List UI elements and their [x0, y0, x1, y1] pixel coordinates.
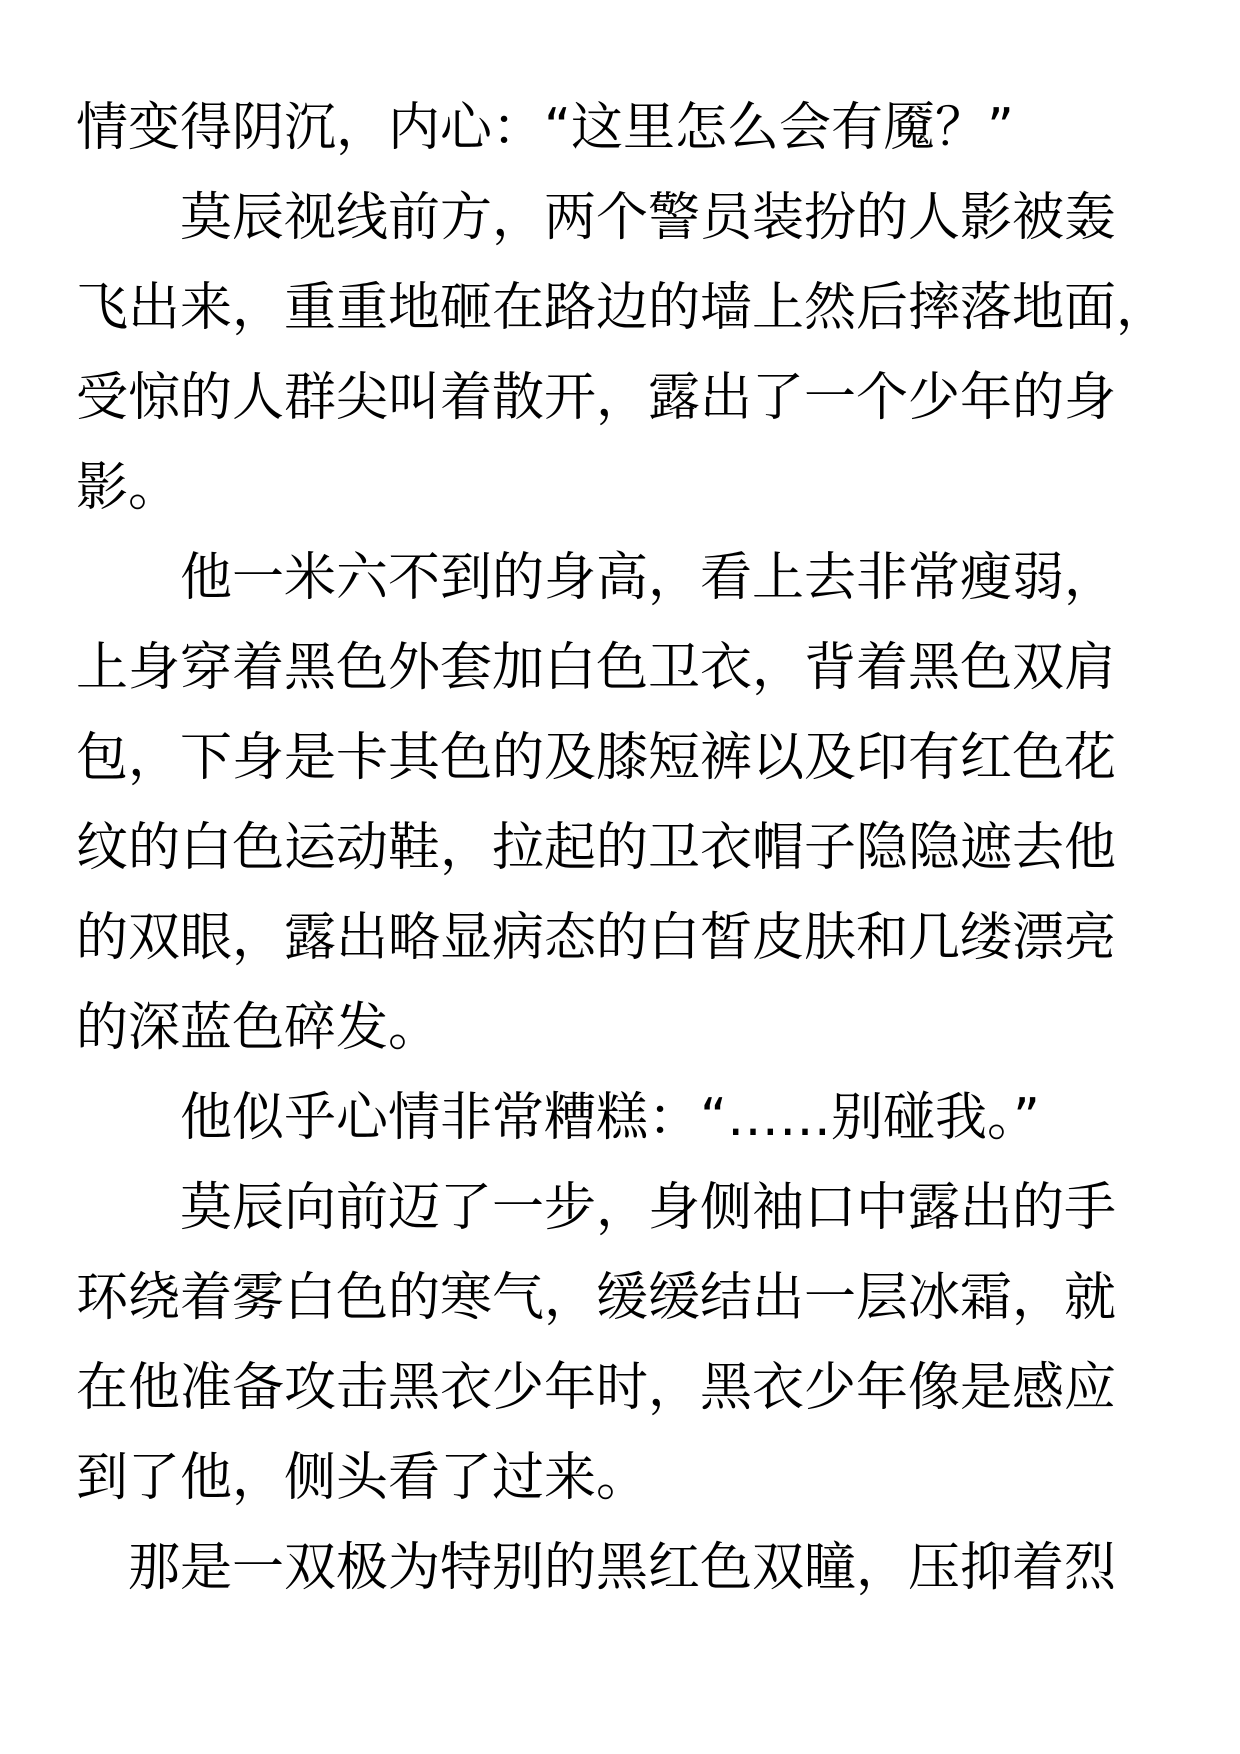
- text-line-7: 上身穿着黑色外套加白色卫衣，背着黑色双肩: [76, 638, 1117, 698]
- text-line-11: 的深蓝色碎发。: [76, 998, 441, 1058]
- text-line-3: 飞出来，重重地砸在路边的墙上然后摔落地面，: [76, 278, 1169, 338]
- text-line-13: 莫辰向前迈了一步，身侧袖口中露出的手: [180, 1178, 1117, 1238]
- text-line-17: 那是一双极为特别的黑红色双瞳，压抑着烈: [128, 1538, 1117, 1598]
- text-line-5: 影。: [76, 458, 181, 518]
- text-line-6: 他一米六不到的身高，看上去非常瘦弱，: [180, 548, 1117, 608]
- text-line-4: 受惊的人群尖叫着散开，露出了一个少年的身: [76, 368, 1117, 428]
- text-line-10: 的双眼，露出略显病态的白皙皮肤和几缕漂亮: [76, 908, 1117, 968]
- text-line-9: 纹的白色运动鞋，拉起的卫衣帽子隐隐遮去他: [76, 818, 1117, 878]
- text-line-14: 环绕着雾白色的寒气，缓缓结出一层冰霜，就: [76, 1268, 1117, 1328]
- text-line-2: 莫辰视线前方，两个警员装扮的人影被轰: [180, 188, 1117, 248]
- text-line-8: 包，下身是卡其色的及膝短裤以及印有红色花: [76, 728, 1117, 788]
- text-line-15: 在他准备攻击黑衣少年时，黑衣少年像是感应: [76, 1358, 1117, 1418]
- text-line-1: 情变得阴沉，内心：“这里怎么会有魇？”: [76, 98, 1014, 158]
- text-line-16: 到了他，侧头看了过来。: [76, 1448, 649, 1508]
- document-body: [76, 83, 1186, 1613]
- text-line-12: 他似乎心情非常糟糕：“……别碰我。”: [180, 1088, 1040, 1148]
